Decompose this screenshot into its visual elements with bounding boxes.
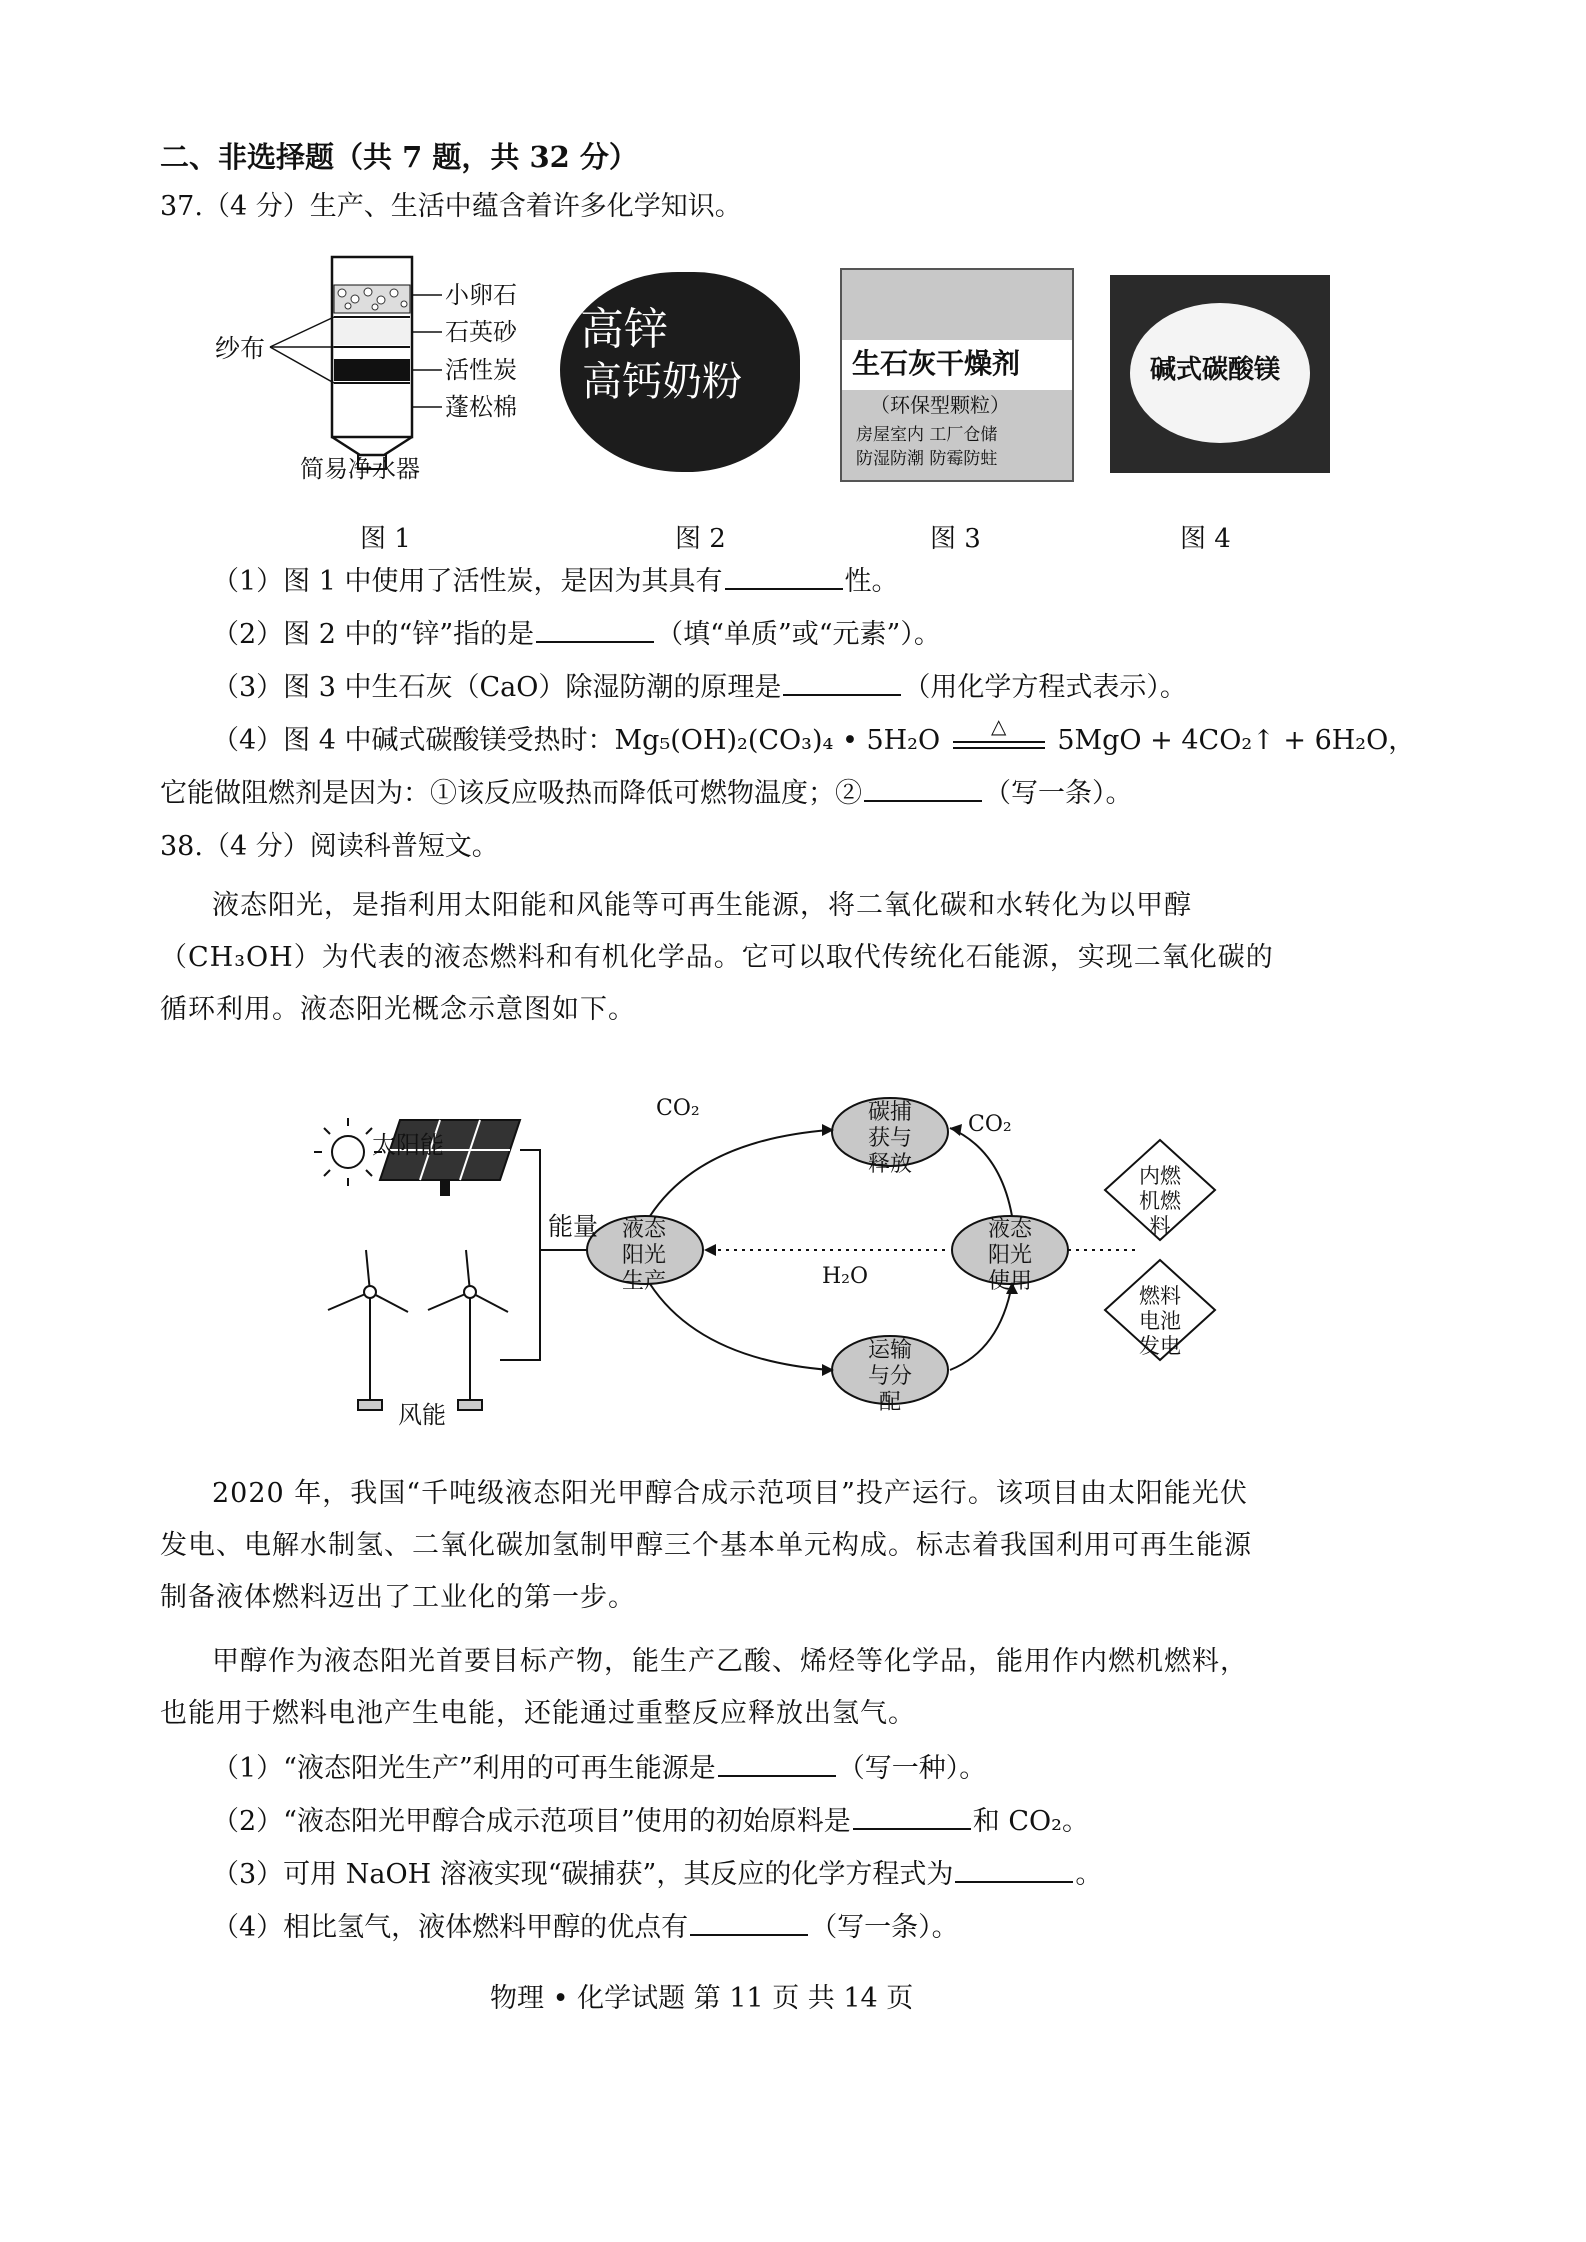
diagram-production-node: 液态阳光生产 (621, 1217, 666, 1294)
q38-part4-text: （4）相比氢气，液体燃料甲醇的优点有 (212, 1912, 689, 1943)
q37-part1 (212, 565, 899, 599)
quicklime-bag-image (840, 268, 1074, 482)
reaction-arrow (953, 714, 1045, 749)
q37-part3 (212, 671, 1187, 705)
fig2-line2: 高钙奶粉 (582, 359, 742, 405)
q37-part4-reason: 它能做阻燃剂是因为：①该反应吸热而降低可燃物温度；② (160, 778, 862, 809)
q37-part4-tail: （写一条）。 (984, 778, 1133, 809)
fig1-label-carbon: 活性炭 (445, 356, 517, 384)
fig3-line1: 房屋室内 工厂仓储 (856, 425, 998, 445)
q37-part2-tail: （填“单质”或“元素”）。 (656, 619, 941, 650)
q38-part1-text: （1）“液态阳光生产”利用的可再生能源是 (212, 1753, 716, 1784)
q38-part2-tail: 和 CO₂。 (972, 1806, 1089, 1837)
q38-stem: 38.（4 分）阅读科普短文。 (160, 831, 499, 862)
q38-part4-tail: （写一条）。 (810, 1912, 959, 1943)
q37-part2-text: （2）图 2 中的“锌”指的是 (212, 619, 535, 650)
q38-part1-tail: （写一种）。 (837, 1753, 987, 1784)
q38-part4 (212, 1911, 959, 1945)
q38-part3-tail: 。 (1075, 1859, 1103, 1890)
section-title: 二、非选择题（共 7 题，共 32 分） (160, 140, 638, 174)
q37-part3-text: （3）图 3 中生石灰（CaO）除湿防潮的原理是 (212, 672, 782, 703)
q38-part3 (212, 1858, 1102, 1892)
q38-part2 (212, 1805, 1089, 1839)
answer-blank[interactable] (536, 619, 654, 643)
q38-para1-line2: （CH₃OH）为代表的液态燃料和有机化学品。它可以取代传统化石能源，实现二氧化碳的 (160, 942, 1274, 973)
answer-blank[interactable] (864, 778, 982, 802)
diagram-h2o: H₂O (822, 1264, 869, 1289)
milk-powder-image (560, 272, 800, 472)
diagram-wind-label: 风能 (398, 1401, 446, 1429)
q38-para2-line3: 制备液体燃料迈出了工业化的第一步。 (160, 1582, 636, 1613)
answer-blank[interactable] (783, 672, 901, 696)
fig2-line1: 高锌 (580, 304, 668, 355)
answer-blank[interactable] (955, 1859, 1073, 1883)
fig2-caption: 图 2 (675, 524, 726, 554)
q38-part2-text: （2）“液态阳光甲醇合成示范项目”使用的初始原料是 (212, 1806, 851, 1837)
q37-stem: 37.（4 分）生产、生活中蕴含着许多化学知识。 (160, 191, 742, 222)
fig3-caption: 图 3 (930, 524, 981, 554)
q37-part3-tail: （用化学方程式表示）。 (903, 672, 1187, 703)
diagram-co2-right: CO₂ (968, 1112, 1012, 1137)
diagram-energy-label: 能量 (548, 1212, 599, 1241)
fig1-label-quartz: 石英砂 (445, 318, 517, 346)
fig3-sub: （环保型颗粒） (870, 393, 1010, 417)
fig1-label-pebble: 小卵石 (445, 281, 517, 309)
q37-part1-text: （1）图 1 中使用了活性炭，是因为其具有 (212, 566, 723, 597)
liquid-sunshine-diagram (300, 1060, 1240, 1440)
q37-part1-tail: 性。 (844, 566, 899, 597)
answer-blank[interactable] (725, 566, 843, 590)
diagram-transport-node: 运输与分配 (867, 1338, 912, 1415)
wind-turbine-icon (328, 1250, 508, 1410)
diagram-capture-node: 碳捕获与释放 (867, 1100, 912, 1177)
q37-part4-text: （4）图 4 中碱式碳酸镁受热时：Mg₅(OH)₂(CO₃)₄ • 5H₂O (212, 725, 941, 756)
fig1-caption: 图 1 (360, 524, 411, 554)
page-footer: 物理 • 化学试题 第 11 页 共 14 页 (490, 1983, 914, 2014)
q37-part4 (212, 714, 1416, 758)
answer-blank[interactable] (690, 1912, 808, 1936)
diagram-fuel-cell: 燃料电池发电 (1139, 1284, 1181, 1358)
q38-para1-line1: 液态阳光，是指利用太阳能和风能等可再生能源，将二氧化碳和水转化为以甲醇 (212, 890, 1192, 921)
q38-part3-text: （3）可用 NaOH 溶液实现“碳捕获”，其反应的化学方程式为 (212, 1859, 954, 1890)
fig3-line2: 防湿防潮 防霉防蛀 (856, 449, 998, 469)
diagram-engine-fuel: 内燃机燃料 (1139, 1164, 1181, 1238)
q38-para3-line2: 也能用于燃料电池产生电能，还能通过重整反应释放出氢气。 (160, 1698, 916, 1729)
diagram-solar-label: 太阳能 (372, 1131, 444, 1159)
q38-part1 (212, 1752, 986, 1786)
fig4-caption: 图 4 (1180, 524, 1231, 554)
fig1-label-cotton: 蓬松棉 (445, 393, 517, 421)
q37-part4-products: 5MgO + 4CO₂↑ + 6H₂O， (1057, 725, 1416, 756)
q38-para3-line1: 甲醇作为液态阳光首要目标产物，能生产乙酸、烯烃等化学品，能用作内燃机燃料， (212, 1646, 1248, 1677)
fig1-title: 简易净水器 (300, 455, 420, 483)
fig4-label: 碱式碳酸镁 (1150, 355, 1281, 385)
q38-para2-line2: 发电、电解水制氢、二氧化碳加氢制甲醇三个基本单元构成。标志着我国利用可再生能源 (160, 1530, 1252, 1561)
q38-para1-line3: 循环利用。液态阳光概念示意图如下。 (160, 994, 636, 1025)
diagram-co2-left: CO₂ (656, 1096, 700, 1121)
magnesium-carbonate-image (1110, 275, 1330, 473)
diagram-use-node: 液态阳光使用 (987, 1217, 1032, 1294)
q38-para2-line1: 2020 年，我国“千吨级液态阳光甲醇合成示范项目”投产运行。该项目由太阳能光伏 (212, 1478, 1248, 1509)
fig3-title: 生石灰干燥剂 (852, 347, 1021, 380)
heat-condition: △ (991, 714, 1007, 738)
fig1-cloth-label: 纱布 (215, 334, 266, 363)
answer-blank[interactable] (853, 1806, 971, 1830)
q37-part2 (212, 618, 941, 652)
q37-part4-cont (160, 777, 1133, 811)
answer-blank[interactable] (718, 1753, 836, 1777)
